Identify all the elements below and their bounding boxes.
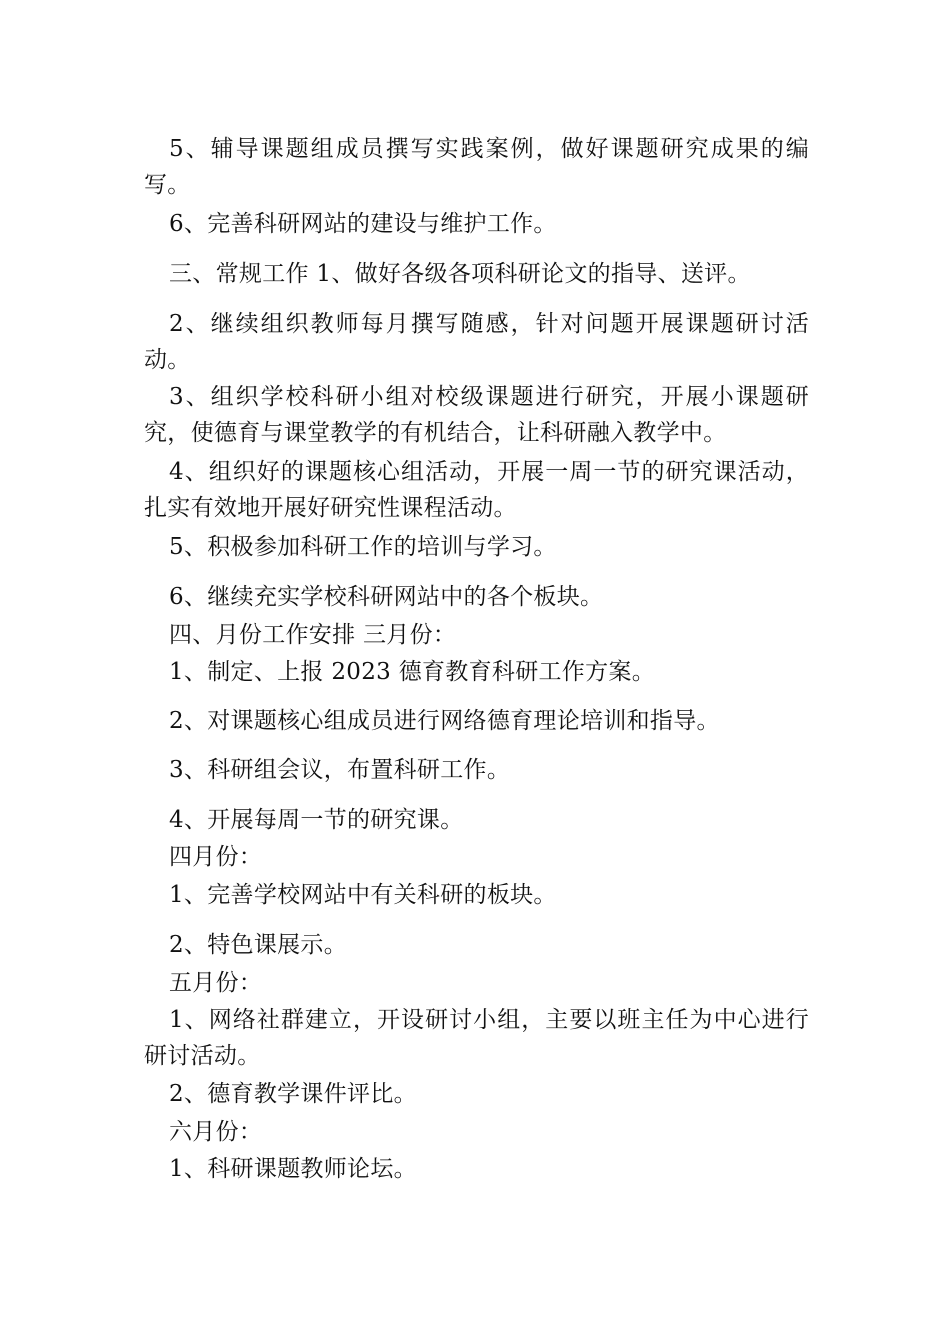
paragraph-21: 1、科研课题教师论坛。 <box>169 1156 417 1182</box>
paragraph-20: 六月份： <box>169 1119 263 1145</box>
paragraph-16: 2、特色课展示。 <box>169 932 348 958</box>
paragraph-5: 3、组织学校科研小组对校级课题进行研究，开展小课题研究，使德育与课堂教学的有机结合，让科研融入教学中。 <box>144 384 809 446</box>
paragraph-6: 4、组织好的课题核心组活动，开展一周一节的研究课活动，扎实有效地开展好研究性课程活动。 <box>144 459 809 521</box>
paragraph-9: 四、月份工作安排 三月份： <box>169 622 457 648</box>
paragraph-17: 五月份： <box>169 970 263 996</box>
paragraph-13: 4、开展每周一节的研究课。 <box>169 807 464 833</box>
paragraph-2: 6、完善科研网站的建设与维护工作。 <box>169 211 557 237</box>
paragraph-3: 三、常规工作 1、做好各级各项科研论文的指导、送评。 <box>169 261 751 287</box>
paragraph-15: 1、完善学校网站中有关科研的板块。 <box>169 882 557 908</box>
paragraph-8: 6、继续充实学校科研网站中的各个板块。 <box>169 584 604 610</box>
paragraph-12: 3、科研组会议，布置科研工作。 <box>169 757 511 783</box>
paragraph-4: 2、继续组织教师每月撰写随感，针对问题开展课题研讨活动。 <box>144 311 809 373</box>
paragraph-14: 四月份： <box>169 844 263 870</box>
paragraph-19: 2、德育教学课件评比。 <box>169 1081 417 1107</box>
paragraph-10: 1、制定、上报 2023 德育教育科研工作方案。 <box>169 659 655 685</box>
paragraph-1: 5、辅导课题组成员撰写实践案例，做好课题研究成果的编写。 <box>144 136 809 198</box>
paragraph-7: 5、积极参加科研工作的培训与学习。 <box>169 534 557 560</box>
paragraph-18: 1、网络社群建立，开设研讨小组，主要以班主任为中心进行研讨活动。 <box>144 1007 809 1069</box>
paragraph-11: 2、对课题核心组成员进行网络德育理论培训和指导。 <box>169 708 720 734</box>
